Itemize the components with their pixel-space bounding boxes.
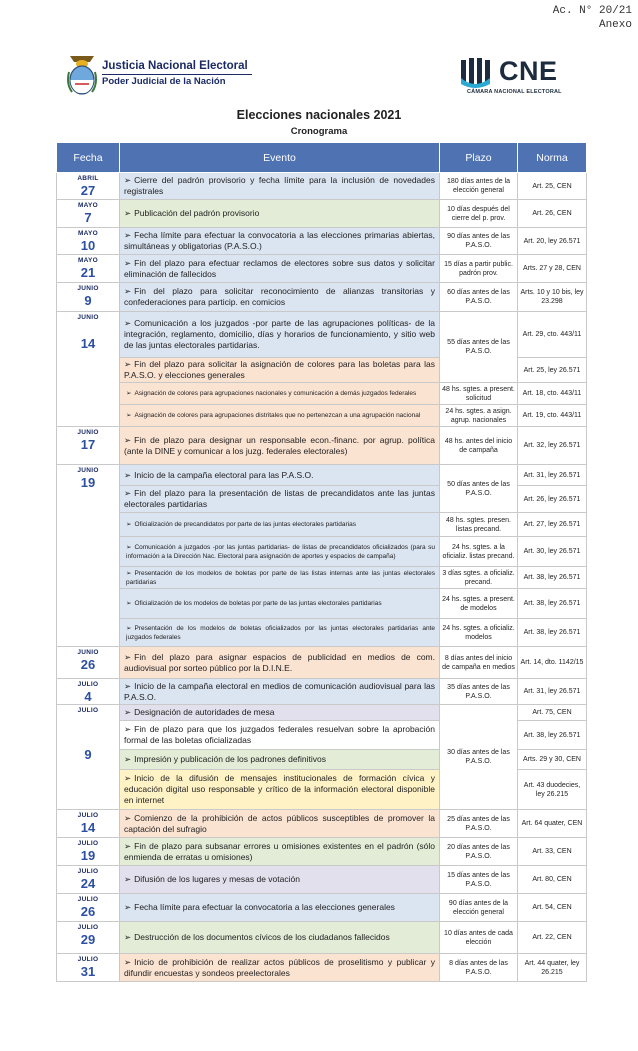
header-fecha: Fecha: [57, 143, 120, 173]
norma-cell: Arts. 29 y 30, CEN: [518, 750, 587, 770]
jne-logo-subtitle: Poder Judicial de la Nación: [102, 76, 226, 87]
event-text: Comunicación a juzgados -por las juntas partidarias- de listas de precandidatos oficializados (para su información a la Dirección Nac. Electoral para asignación de aportes y espacios de campaña): [126, 543, 435, 560]
event-text: Fin del plazo para la presentación de listas de precandidatos ante las juntas electorales partidarias: [124, 488, 435, 509]
event-text: Fecha límite para efectuar la convocatoria a las elecciones primarias abiertas, simultáneas y obligatorias (P.A.S.O.): [124, 230, 435, 251]
event-text: Fecha límite para efectuar la convocatoria a las elecciones generales: [134, 902, 395, 912]
event-cell: [120, 255, 440, 283]
day-number: 19: [80, 848, 96, 863]
arrow-bullet-icon: ➢: [124, 840, 132, 851]
norma-cell: Art. 18, cto. 443/11: [518, 383, 587, 405]
month-label: MAYO: [77, 202, 99, 209]
event-cell: [120, 383, 440, 405]
arrow-bullet-icon: ➢: [124, 318, 132, 328]
norma-cell: Art. 19, cto. 443/11: [518, 405, 587, 427]
month-label: JULIO: [77, 812, 99, 819]
plazo-cell: 48 hs. sgtes. a present. solicitud: [440, 383, 518, 405]
event-cell: [120, 228, 440, 255]
event-cell: [120, 770, 440, 810]
event-text: Publicación del padrón provisorio: [134, 208, 260, 218]
arrow-bullet-icon: ➢: [124, 469, 132, 480]
day-number: 14: [80, 336, 96, 351]
event-cell: [120, 513, 440, 537]
day-number: 29: [80, 932, 96, 947]
norma-cell: Art. 32, ley 26.571: [518, 427, 587, 465]
event-text: Fin del plazo para efectuar reclamos de electores sobre sus datos y solicitar eliminación de fallecidos: [124, 257, 435, 279]
month-label: JUNIO: [77, 429, 99, 436]
table-row: [57, 312, 587, 358]
arrow-bullet-icon: ➢: [126, 521, 132, 528]
plazo-cell: 90 días antes de la elección general: [440, 894, 518, 922]
day-number: 31: [80, 964, 96, 979]
event-text: Inicio de prohibición de realizar actos públicos de proselitismo y publicar y difundir encuestas y sondeos preelectorales: [124, 956, 435, 978]
plazo-cell: 35 días antes de las P.A.S.O.: [440, 679, 518, 705]
event-text: Fin de plazo para que los juzgados federales resuelvan sobre la aprobación formal de las boletas oficializadas: [124, 724, 435, 745]
arrow-bullet-icon: ➢: [126, 390, 132, 397]
plazo-cell: 15 días antes de las P.A.S.O.: [440, 866, 518, 894]
arrow-bullet-icon: ➢: [126, 569, 132, 577]
plazo-cell: 8 días antes del inicio de campaña en medios: [440, 647, 518, 679]
event-text: Comienzo de la prohibición de actos públicos susceptibles de promover la captación del sufragio: [124, 812, 435, 834]
event-cell: [120, 486, 440, 513]
day-number: 24: [80, 876, 96, 891]
month-label: JUNIO: [77, 649, 99, 656]
plazo-cell: 60 días antes de las P.A.S.O.: [440, 283, 518, 312]
event-cell: [120, 954, 440, 982]
table-row: [57, 705, 587, 721]
month-label: JUNIO: [77, 314, 99, 321]
table-row: [57, 647, 587, 679]
arrow-bullet-icon: ➢: [124, 359, 132, 369]
event-cell: [120, 427, 440, 465]
event-cell: [120, 405, 440, 427]
event-text: Asignación de colores para agrupaciones nacionales y comunicación a demás juzgados federales: [134, 390, 417, 397]
plazo-cell: 24 hs. sgtes. a la oficializ. listas precand.: [440, 537, 518, 567]
event-text: Fin del plazo para solicitar reconocimiento de alianzas transitorias y confederaciones para particip. en comicios: [124, 286, 435, 307]
event-text: Oficialización de precandidatos por parte de las juntas electorales partidarias: [134, 521, 356, 528]
date-cell: [57, 228, 120, 255]
event-cell: [120, 537, 440, 567]
norma-cell: Art. 44 quater, ley 26.215: [518, 954, 587, 982]
norma-cell: Art. 80, CEN: [518, 866, 587, 894]
month-label: MAYO: [77, 257, 99, 264]
page-subtitle: Cronograma: [290, 126, 348, 137]
day-number: 10: [80, 238, 96, 253]
event-text: Cierre del padrón provisorio y fecha límite para la inclusión de novedades registrales: [124, 175, 435, 196]
table-row: [57, 383, 587, 405]
day-number: 19: [80, 475, 96, 490]
plazo-cell: 48 hs. sgtes. presen. listas precand.: [440, 513, 518, 537]
event-cell: [120, 838, 440, 866]
date-cell: [57, 894, 120, 922]
norma-cell: Arts. 27 y 28, CEN: [518, 255, 587, 283]
event-cell: [120, 922, 440, 954]
date-cell: [57, 255, 120, 283]
arrow-bullet-icon: ➢: [124, 230, 132, 240]
event-text: Fin de plazo para designar un responsable econ.-financ. por agrup. política (ante la DINE y comunicar a los juzg. federales electorales): [124, 434, 435, 456]
table-row: [57, 589, 587, 619]
event-cell: [120, 200, 440, 228]
arrow-bullet-icon: ➢: [124, 874, 132, 884]
event-cell: [120, 866, 440, 894]
event-cell: [120, 721, 440, 750]
event-text: Oficialización de los modelos de boletas por parte de las juntas electorales partidarias: [134, 600, 382, 607]
event-text: Designación de autoridades de mesa: [134, 707, 275, 717]
month-label: JULIO: [77, 707, 99, 714]
month-label: ABRIL: [77, 175, 99, 182]
event-text: Presentación de los modelos de boletas por parte de las listas internas ante las juntas electorales partidarias: [126, 569, 435, 586]
argentina-seal-icon: [66, 54, 98, 96]
table-row: [57, 283, 587, 312]
month-label: JULIO: [77, 868, 99, 875]
norma-cell: Art. 27, ley 26.571: [518, 513, 587, 537]
day-number: 9: [84, 293, 92, 308]
plazo-cell: 48 hs. antes del inicio de campaña: [440, 427, 518, 465]
norma-cell: Art. 54, CEN: [518, 894, 587, 922]
arrow-bullet-icon: ➢: [124, 754, 132, 764]
event-cell: [120, 358, 440, 383]
plazo-cell: 10 días después del cierre del p. prov.: [440, 200, 518, 228]
day-number: 17: [80, 437, 96, 452]
date-cell: [57, 922, 120, 954]
schedule-table: [56, 142, 587, 982]
day-number: 7: [84, 210, 92, 225]
date-cell: [57, 705, 120, 810]
plazo-cell: 15 días a partir public. padrón prov.: [440, 255, 518, 283]
event-text: Difusión de los lugares y mesas de votación: [134, 874, 300, 884]
date-cell: [57, 954, 120, 982]
norma-cell: Art. 38, ley 26.571: [518, 567, 587, 589]
month-label: MAYO: [77, 230, 99, 237]
norma-cell: Art. 25, CEN: [518, 173, 587, 200]
plazo-cell: 10 días antes de cada elección: [440, 922, 518, 954]
norma-cell: Art. 43 duodecies, ley 26.215: [518, 770, 587, 810]
table-row: [57, 537, 587, 567]
event-cell: [120, 679, 440, 705]
norma-cell: Art. 20, ley 26.571: [518, 228, 587, 255]
arrow-bullet-icon: ➢: [126, 543, 132, 551]
date-cell: [57, 312, 120, 427]
arrow-bullet-icon: ➢: [126, 624, 132, 632]
event-text: Fin del plazo para asignar espacios de publicidad en medios de com. audiovisual por sorteo público por la D.I.N.E.: [124, 651, 435, 673]
event-text: Presentación de los modelos de boletas oficializados por las juntas electorales partidarias ante juzgados federales: [126, 624, 435, 641]
event-cell: [120, 894, 440, 922]
arrow-bullet-icon: ➢: [124, 956, 132, 967]
arrow-bullet-icon: ➢: [124, 932, 132, 942]
table-row: [57, 838, 587, 866]
header-plazo: Plazo: [440, 143, 518, 173]
arrow-bullet-icon: ➢: [124, 724, 132, 734]
norma-cell: Arts. 10 y 10 bis, ley 23.298: [518, 283, 587, 312]
arrow-bullet-icon: ➢: [124, 175, 132, 185]
plazo-cell: 24 hs. sgtes. a oficializ. modelos: [440, 619, 518, 647]
plazo-cell: 24 hs. sgtes. a present. de modelos: [440, 589, 518, 619]
norma-cell: Art. 14, dto. 1142/15: [518, 647, 587, 679]
day-number: 26: [80, 657, 96, 672]
table-row: [57, 465, 587, 486]
norma-cell: Art. 75, CEN: [518, 705, 587, 721]
day-number: 9: [84, 747, 92, 762]
cne-mark-icon: [459, 56, 491, 88]
day-number: 26: [80, 904, 96, 919]
arrow-bullet-icon: ➢: [124, 257, 132, 268]
arrow-bullet-icon: ➢: [124, 434, 132, 445]
day-number: 21: [80, 265, 96, 280]
date-cell: [57, 647, 120, 679]
norma-cell: Art. 38, ley 26.571: [518, 619, 587, 647]
table-row: [57, 619, 587, 647]
arrow-bullet-icon: ➢: [124, 812, 132, 823]
table-row: [57, 173, 587, 200]
arrow-bullet-icon: ➢: [126, 600, 132, 607]
arrow-bullet-icon: ➢: [124, 902, 132, 912]
event-cell: [120, 465, 440, 486]
norma-cell: Art. 33, CEN: [518, 838, 587, 866]
norma-cell: Art. 22, CEN: [518, 922, 587, 954]
jne-logo-title: Justicia Nacional Electoral: [102, 60, 248, 72]
event-cell: [120, 567, 440, 589]
event-cell: [120, 312, 440, 358]
norma-cell: Art. 30, ley 26.571: [518, 537, 587, 567]
norma-cell: Art. 26, CEN: [518, 200, 587, 228]
cne-logo-subtitle: CÁMARA NACIONAL ELECTORAL: [467, 89, 562, 95]
month-label: JULIO: [77, 896, 99, 903]
table-header-row: [57, 143, 587, 173]
month-label: JULIO: [77, 681, 99, 688]
plazo-cell: 25 días antes de las P.A.S.O.: [440, 810, 518, 838]
event-text: Inicio de la campaña electoral para las P.A.S.O.: [134, 469, 314, 480]
month-label: JUNIO: [77, 285, 99, 292]
event-cell: [120, 647, 440, 679]
norma-cell: Art. 38, ley 26.571: [518, 721, 587, 750]
event-text: Inicio de la campaña electoral en medios de comunicación audiovisual para las P.A.S.O.: [124, 680, 435, 702]
day-number: 14: [80, 820, 96, 835]
norma-cell: Art. 38, ley 26.571: [518, 589, 587, 619]
date-cell: [57, 838, 120, 866]
norma-cell: Art. 26, ley 26.571: [518, 486, 587, 513]
event-text: Fin de plazo para subsanar errores u omisiones existentes en el padrón (sólo enmienda de erratas u omisiones): [124, 840, 435, 862]
table-row: [57, 200, 587, 228]
event-text: Fin del plazo para solicitar la asignación de colores para las boletas para las P.A.S.O. y elecciones generales: [124, 359, 435, 380]
plazo-cell: 30 días antes de las P.A.S.O.: [440, 705, 518, 810]
norma-cell: Art. 31, ley 26.571: [518, 465, 587, 486]
event-cell: [120, 810, 440, 838]
date-cell: [57, 200, 120, 228]
plazo-cell: 55 días antes de las P.A.S.O.: [440, 312, 518, 383]
date-cell: [57, 427, 120, 465]
jne-logo: [66, 54, 266, 98]
event-text: Asignación de colores para agrupaciones distritales que no pertenezcan a una agrupación nacional: [134, 412, 421, 419]
cne-logo: [455, 56, 595, 100]
date-cell: [57, 465, 120, 647]
table-row: [57, 894, 587, 922]
arrow-bullet-icon: ➢: [124, 488, 132, 498]
table-row: [57, 810, 587, 838]
table-row: [57, 228, 587, 255]
month-label: JUNIO: [77, 467, 99, 474]
month-label: JULIO: [77, 956, 99, 963]
jne-logo-divider: [102, 74, 252, 75]
table-row: [57, 679, 587, 705]
table-row: [57, 427, 587, 465]
arrow-bullet-icon: ➢: [124, 286, 132, 296]
event-text: Destrucción de los documentos cívicos de los ciudadanos fallecidos: [134, 932, 390, 942]
table-row: [57, 405, 587, 427]
arrow-bullet-icon: ➢: [124, 680, 132, 691]
arrow-bullet-icon: ➢: [124, 651, 132, 662]
month-label: JULIO: [77, 924, 99, 931]
ref-line-2: Anexo: [598, 19, 632, 31]
plazo-cell: 20 días antes de las P.A.S.O.: [440, 838, 518, 866]
date-cell: [57, 866, 120, 894]
header-evento: Evento: [120, 143, 440, 173]
plazo-cell: 180 días antes de la elección general: [440, 173, 518, 200]
arrow-bullet-icon: ➢: [126, 412, 132, 419]
table-row: [57, 866, 587, 894]
table-row: [57, 922, 587, 954]
norma-cell: Art. 29, cto. 443/11: [518, 312, 587, 358]
day-number: 4: [84, 689, 92, 704]
arrow-bullet-icon: ➢: [124, 707, 132, 717]
cne-logo-text: CNE: [499, 56, 558, 86]
event-cell: [120, 750, 440, 770]
plazo-cell: 90 días antes de las P.A.S.O.: [440, 228, 518, 255]
table-row: [57, 567, 587, 589]
plazo-cell: 50 días antes de las P.A.S.O.: [440, 465, 518, 513]
table-row: [57, 255, 587, 283]
norma-cell: Art. 64 quater, CEN: [518, 810, 587, 838]
event-cell: [120, 619, 440, 647]
date-cell: [57, 283, 120, 312]
arrow-bullet-icon: ➢: [124, 208, 132, 218]
event-text: Impresión y publicación de los padrones definitivos: [134, 754, 326, 764]
event-cell: [120, 589, 440, 619]
header-norma: Norma: [518, 143, 587, 173]
event-cell: [120, 283, 440, 312]
event-text: Comunicación a los juzgados -por parte de las agrupaciones políticas- de la integración, reglamento, domicilio, días y horarios de funcionamiento, y sitio web de las juntas electorales partidarias.: [124, 318, 435, 350]
ref-line-1: Ac. N° 20/21: [552, 5, 632, 17]
date-cell: [57, 173, 120, 200]
date-cell: [57, 679, 120, 705]
table-row: [57, 954, 587, 982]
month-label: JULIO: [77, 840, 99, 847]
plazo-cell: 8 días antes de las P.A.S.O.: [440, 954, 518, 982]
table-row: [57, 513, 587, 537]
plazo-cell: 24 hs. sgtes. a asign. agrup. nacionales: [440, 405, 518, 427]
document-reference: [553, 4, 632, 32]
norma-cell: Art. 25, ley 26.571: [518, 358, 587, 383]
arrow-bullet-icon: ➢: [124, 773, 132, 783]
plazo-cell: 3 días sgtes. a oficializ. precand.: [440, 567, 518, 589]
day-number: 27: [80, 183, 96, 198]
event-cell: [120, 705, 440, 721]
date-cell: [57, 810, 120, 838]
event-text: Inicio de la difusión de mensajes institucionales de formación cívica y educación digital uso responsable y crítico de la información electoral disponible en internet: [124, 773, 435, 805]
page-title: Elecciones nacionales 2021: [236, 108, 402, 122]
event-cell: [120, 173, 440, 200]
norma-cell: Art. 31, ley 26.571: [518, 679, 587, 705]
